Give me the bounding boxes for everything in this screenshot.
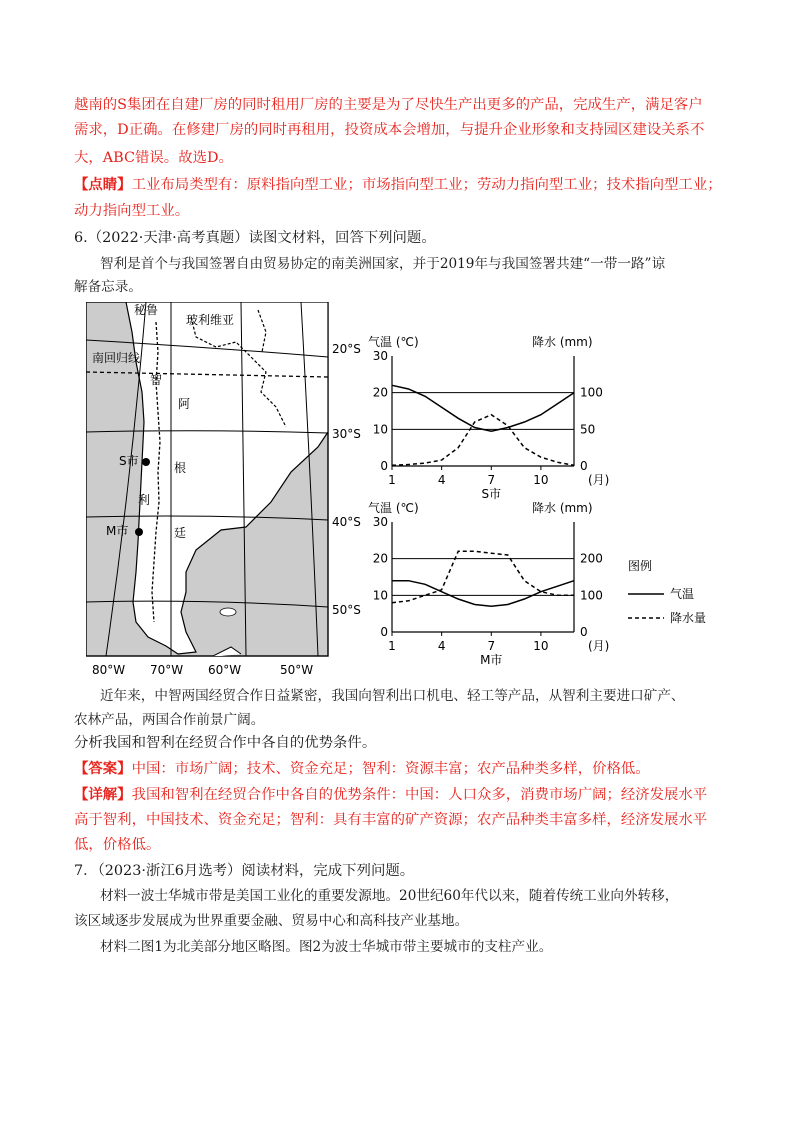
tip-text: 工业布局类型有：原料指向型工业；市场指向型工业；劳动力指向型工业；技术指向型工业； (131, 177, 722, 193)
prev-answer-line: 需求，D正确。在修建厂房的同时再租用，投资成本会增加，与提升企业形象和支持园区建设关系不 (74, 122, 705, 138)
q6-detail-line: 低，价格低。 (74, 837, 161, 853)
q6-material: 近年来，中智两国经贸合作日益紧密，我国向智利出口机电、轻工等产品，从智利主要进口矿产、 (100, 688, 685, 704)
x-tick-label: 4 (437, 473, 446, 487)
q7-material: 材料二图1为北美部分地区略图。图2为波士华城市带主要城市的支柱产业。 (100, 939, 553, 955)
answer-text: 中国：市场广阔；技术、资金充足；智利：资源丰富；农产品种类多样，价格低。 (131, 761, 650, 777)
left-tick-label: 10 (372, 588, 388, 603)
chart-title: S市 (481, 487, 502, 501)
right-tick-label: 100 (580, 385, 603, 400)
lon-label: 70°W (150, 663, 184, 677)
right-tick-label: 200 (580, 551, 603, 566)
south-america-map (86, 302, 376, 682)
x-tick-label: 4 (437, 639, 446, 653)
m-city-climate-chart (364, 496, 626, 671)
left-tick-label: 20 (372, 385, 388, 400)
legend-title: 图例 (628, 559, 653, 573)
left-tick-label: 20 (372, 551, 388, 566)
chart-title: M市 (480, 653, 503, 667)
prev-answer-line: 大，ABC错误。故选D。 (74, 150, 233, 166)
chile-label: 利 (138, 493, 151, 507)
q6-intro: 解备忘录。 (74, 279, 142, 295)
temp-axis-title: 气温 (℃) (368, 501, 419, 515)
q6-detail-line: 高于智利，中国技术、资金充足；智利：具有丰富的矿产资源；农产品种类丰富多样，经济发展水平 (74, 812, 708, 828)
tip-line: 动力指向型工业。 (74, 203, 190, 219)
m-city-label: M市 (106, 524, 129, 538)
s-city-dot (142, 458, 150, 466)
lat-label: 50°S (332, 603, 361, 617)
right-tick-label: 100 (580, 588, 603, 603)
legend-precip-label: 降水量 (670, 611, 707, 625)
x-tick-label: 7 (487, 473, 496, 487)
prev-answer-line: 越南的S集团在自建厂房的同时租用厂房的主要是为了尽快生产出更多的产品，完成生产，满足客户 (74, 97, 703, 113)
right-tick-label: 0 (580, 459, 588, 473)
precip-axis-title: 降水 (mm) (532, 335, 593, 349)
temp-axis-title: 气温 (℃) (368, 335, 419, 349)
lat-label: 30°S (332, 427, 361, 441)
m-city-dot (135, 528, 143, 536)
answer-tag: 【答案】 (74, 760, 132, 777)
lat-label: 20°S (332, 342, 361, 356)
q6-answer (74, 760, 650, 778)
left-tick-label: 30 (372, 349, 388, 363)
legend-temp-label: 气温 (670, 587, 695, 601)
lon-label: 60°W (208, 663, 242, 677)
argentina-label: 根 (174, 461, 187, 475)
right-tick-label: 50 (580, 422, 596, 437)
peru-label: 秘鲁 (134, 303, 159, 317)
x-unit-label: (月) (588, 473, 610, 487)
precip-series-line (392, 415, 574, 466)
x-tick-label: 1 (388, 639, 396, 653)
argentina-label: 阿 (178, 397, 191, 411)
tropic-label: 南回归线 (92, 351, 141, 365)
x-tick-label: 7 (487, 639, 496, 653)
detail-text: 我国和智利在经贸合作中各自的优势条件：中国：人口众多，消费市场广阔；经济发展水平 (131, 787, 708, 803)
argentina-label: 廷 (174, 526, 187, 540)
tip-tag: 【点睛】 (74, 176, 132, 193)
lat-label: 40°S (332, 515, 361, 529)
climate-legend (622, 556, 732, 636)
left-tick-label: 10 (372, 422, 388, 437)
x-tick-label: 10 (533, 473, 549, 487)
chile-label: 智 (150, 373, 163, 387)
tip-paragraph (74, 176, 722, 194)
q6-intro: 智利是首个与我国签署自由贸易协定的南美洲国家，并于2019年与我国签署共建“一带一路”谅 (100, 256, 666, 272)
q6-material: 农林产品，两国合作前景广阔。 (74, 712, 265, 728)
q6-detail (74, 786, 707, 804)
lon-label: 80°W (92, 663, 126, 677)
q7-material: 该区域逐步发展成为世界重要金融、贸易中心和高科技产业基地。 (74, 913, 469, 929)
x-unit-label: (月) (588, 639, 610, 653)
right-tick-label: 0 (580, 625, 588, 639)
s-city-climate-chart (364, 330, 626, 505)
x-tick-label: 10 (533, 639, 549, 653)
detail-tag: 【详解】 (74, 786, 132, 803)
q7-material: 材料一波士华城市带是美国工业化的重要发源地。20世纪60年代以来，随着传统工业向外转移， (100, 888, 679, 904)
lon-label: 50°W (280, 663, 314, 677)
x-tick-label: 1 (388, 473, 396, 487)
q6-question: 分析我国和智利在经贸合作中各自的优势条件。 (74, 735, 377, 751)
bolivia-label: 玻利维亚 (186, 313, 235, 327)
q6-header: 6.（2022·天津·高考真题）读图文材料，回答下列问题。 (74, 230, 436, 246)
left-tick-label: 0 (380, 625, 388, 639)
precip-axis-title: 降水 (mm) (532, 501, 593, 515)
left-tick-label: 30 (372, 515, 388, 529)
q7-header: 7．（2023·浙江6月选考）阅读材料，完成下列问题。 (74, 863, 415, 879)
s-city-label: S市 (119, 454, 139, 468)
left-tick-label: 0 (380, 459, 388, 473)
